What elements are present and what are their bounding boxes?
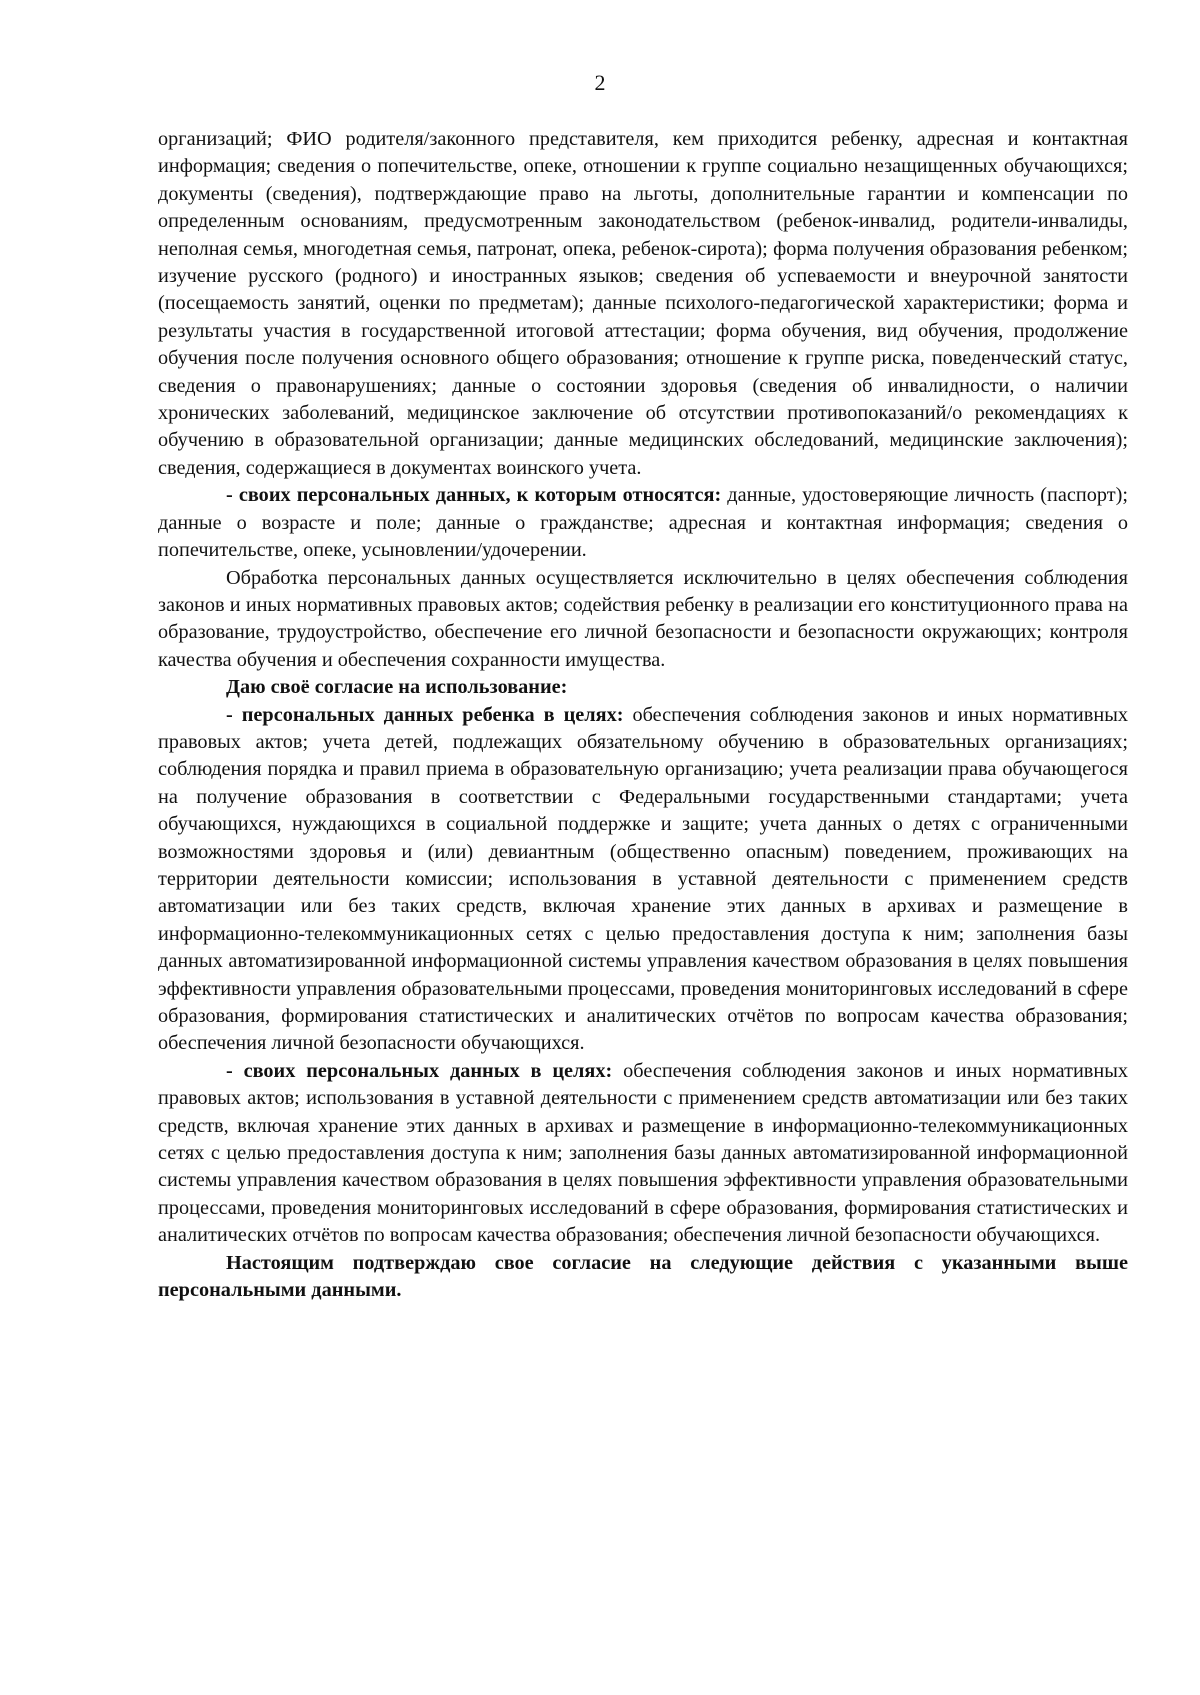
own-purposes-lead: - своих персональных данных в целях: (226, 1059, 613, 1082)
paragraph-processing-purpose: Обработка персональных данных осуществляется исключительно в целях обеспечения соблюдения законов и иных нормативных правовых актов; содействия ребенку в реализации его конституционного права на образование, трудоустройство, обеспечение его личной безопасности и безопасности окружающих; контроля качества обучения и обеспечения сохранности имущества. (158, 566, 1128, 671)
own-data-text: данные, удостоверяющие личность (паспорт); данные о возрасте и поле; данные о гражданстве; адресная и контактная информация; сведения о попечительстве, опеке, усыновлении/удочерении. (158, 484, 1128, 562)
child-purposes-lead: - персональных данных ребенка в целях: (226, 703, 624, 726)
consent-heading: Даю своё согласие на использование: (226, 676, 568, 699)
document-body (158, 126, 1128, 1304)
paragraph-confirmation: Настоящим подтверждаю свое согласие на следующие действия с указанными выше персональными данными. (158, 1251, 1128, 1302)
paragraph-child-data-list: организаций; ФИО родителя/законного представителя, кем приходится ребенку, адресная и контактная информация; сведения о попечительстве, опеке, отношении к группе социально незащищенных обучающихся; документы (сведения), подтверждающие право на льготы, дополнительные гарантии и компенсации по определенным основаниям, предусмотренным законодательством (ребенок-инвалид, родители-инвалиды, неполная семья, многодетная семья, патронат, опека, ребенок-сирота); форма получения образования ребенком; изучение русского (родного) и иностранных языков; сведения об успеваемости и внеурочной занятости (посещаемость занятий, оценки по предметам); данные психолого-педагогической характеристики; форма и результаты участия в государственной итоговой аттестации; форма обучения, вид обучения, продолжение обучения после получения основного общего образования; отношение к группе риска, поведенческий статус, сведения о правонарушениях; данные о состоянии здоровья (сведения об инвалидности, о наличии хронических заболеваний, медицинское заключение об отсутствии противопоказаний/о рекомендациях к обучению в образовательной организации; данные медицинских обследований, медицинские заключения); сведения, содержащиеся в документах воинского учета. (158, 128, 1128, 479)
paragraph-child-data-purposes (158, 702, 1128, 1058)
child-purposes-text: обеспечения соблюдения законов и иных нормативных правовых актов; учета детей, подлежащих обязательному обучению в образовательных организациях; соблюдения порядка и правил приема в образовательную организацию; учета реализации права обучающегося на получение образования в соответствии с Федеральными государственными стандартами; учета обучающихся, нуждающихся в социальной поддержке и защите; учета данных о детях с ограниченными возможностями здоровья и (или) девиантным (общественно опасным) поведением, проживающих на территории деятельности комиссии; использования в уставной деятельности с применением средств автоматизации или без таких средств, включая хранение этих данных в архивах и размещение в информационно-телекоммуникационных сетях с целью предоставления доступа к ним; заполнения базы данных автоматизированной информационной системы управления качеством образования в целях повышения эффективности управления образовательными процессами, проведения мониторинговых исследований в сфере образования, формирования статистических и аналитических отчётов по вопросам качества образования; обеспечения личной безопасности обучающихся. (158, 703, 1128, 1055)
own-purposes-text: обеспечения соблюдения законов и иных нормативных правовых актов; использования в уставной деятельности с применением средств автоматизации или без таких средств, включая хранение этих данных в архивах и размещение в информационно-телекоммуникационных сетях с целью предоставления доступа к ним; заполнения базы данных автоматизированной информационной системы управления качеством образования в целях повышения эффективности управления образовательными процессами, проведения мониторинговых исследований в сфере образования, формирования статистических и аналитических отчётов по вопросам качества образования; обеспечения личной безопасности обучающихся. (158, 1059, 1128, 1247)
own-data-lead: - своих персональных данных, к которым относятся: (226, 484, 722, 507)
paragraph-own-data-purposes (158, 1058, 1128, 1250)
page-number: 2 (594, 70, 606, 95)
paragraph-own-data-list (158, 482, 1128, 564)
